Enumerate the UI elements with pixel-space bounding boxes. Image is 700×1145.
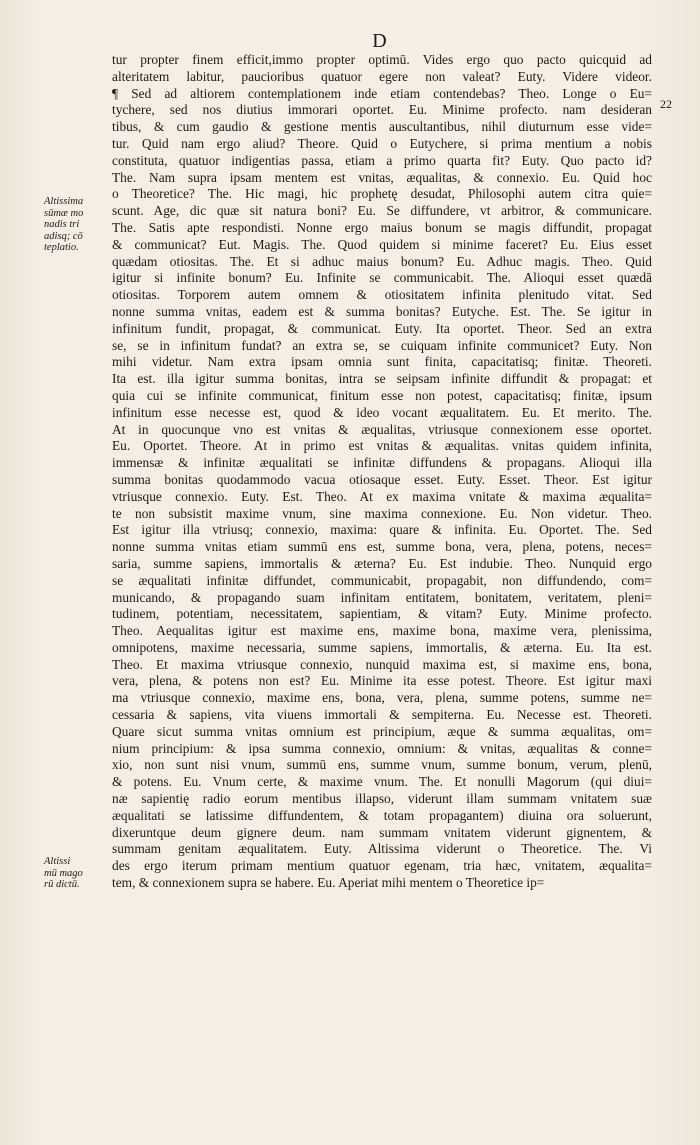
text-line: vtriusque connexio. Euty. Est. Theo. At ex maxima vnitate & maxima æqualita= (112, 488, 652, 504)
marginal-line: teplatio. (44, 242, 79, 253)
text-line: scunt. Age, dic quæ sit natura boni? Eu. Se diffundere, vt arbitror, & communicare. (112, 203, 652, 219)
text-line: cessaria & sapiens, vita viuens immortali & sempiterna. Eu. Necesse est. Theoreti. (112, 707, 652, 723)
text-line: & potens. Eu. Vnum certe, & maxime vnum. The. Et nonulli Magorum (qui diui= (112, 774, 652, 790)
text-line: quædam otiositas. The. Et si adhuc maius bonum? Eu. Adhuc magis. Theo. Quid (112, 253, 652, 269)
text-line: alteritatem labitur, paucioribus quatuor egere non valeat? Euty. Videre videor. (112, 68, 652, 84)
text-line: æqualitati se latissime diffundentem, & totam propagantem) diuina ora soluerunt, (112, 807, 652, 823)
text-line: Eu. Oportet. Theore. At in primo est vnitas & æqualitas. vnitas quidem infinita, (112, 438, 652, 454)
text-line: te non subsistit maxime vnum, sine maxima connexione. Eu. Non videtur. Theo. (112, 505, 652, 521)
text-line: & communicat? Eut. Magis. The. Quod quidem si minime faceret? Eu. Eius esset (112, 236, 652, 252)
text-line: saria, summe sapiens, immortalis & æterna? Eu. Est indubie. Theo. Nunquid ergo (112, 555, 652, 571)
text-line: infinitum esse necesse est, quod & ideo vocant æqualitatem. Eu. Et merito. The. (112, 404, 652, 420)
text-line: tem, & connexionem supra se habere. Eu. Aperiat mihi mentem o Theoretice ip= (112, 875, 545, 891)
main-text-block (112, 52, 652, 892)
marginal-line: rū dictū. (44, 879, 80, 890)
marginal-note-2 (44, 856, 104, 891)
text-line: tur propter finem efficit,immo propter optimū. Vides ergo quo pacto quicquid ad (112, 52, 652, 67)
text-line: des ergo iterum primam mentium quatuor egenam, tria hæc, vnitatem, æqualita= (112, 858, 652, 874)
text-line: summam genitam æqualitatem. Euty. Altissima viderunt o Theoretice. The. Vi (112, 841, 652, 857)
text-line: mihi videtur. Nam extra ipsam omnia sunt finita, capacitatisq; finitæ. Theoreti. (112, 354, 652, 370)
text-line: At in quocunque vno est vnitas & æqualitas, vtriusque connexionem esse oportet. (112, 421, 652, 437)
marginal-number: 22 (660, 97, 672, 111)
text-line: se æqualitati infinitæ diffundet, communicabit, propagabit, non diffundendo, com= (112, 572, 652, 588)
text-line: igitur si infinite bonum? Eu. Infinite se communicabit. The. Alioqui esset quædā (112, 270, 652, 286)
text-line: se, se in infinitum fundat? an extra se, se cuiquam infinite communicet? Euty. Non (112, 337, 652, 353)
marginal-line: Altissi (44, 856, 71, 867)
text-line: tibus, & cum gaudio & gestione mentis auscultantibus, nihil diuturnum esse vide= (112, 119, 652, 135)
text-line: constituta, quatuor indigentias passa, etiam a primo quarta fit? Euty. Quo pacto id? (112, 152, 652, 168)
text-line: immensæ & infinitæ æqualitati se infinitæ diffundens & propagans. Alioqui illa (112, 455, 652, 471)
text-line: Est igitur illa vtriusq; connexio, maxima: quare & infinita. Eu. Oportet. The. Sed (112, 522, 652, 538)
marginal-line: sūmæ mo (44, 207, 84, 219)
text-line: Theo. Et maxima vtriusque connexio, nunquid maxima est, si maxime ens, bona, (112, 656, 652, 672)
marginal-line: mū mago (44, 867, 83, 879)
text-line: tychere, sed nos diutius immorari oportet. Eu. Minime profecto. nam desideran (112, 102, 652, 118)
text-line: municando, & propagando suam infinitam entitatem, bonitatem, veritatem, pleni= (112, 589, 652, 605)
text-line: The. Satis apte respondisti. Nonne ergo maius bonum se magis diffundit, propagat (112, 219, 652, 235)
text-line: nonne summa vnitas, eadem est & summa bonitas? Eutyche. Est. The. Se igitur in (112, 303, 652, 319)
text-line: nium principium: & ipsa summa connexio, omnium: & vnitas, æqualitas & conne= (112, 740, 652, 756)
text-line: ¶ Sed ad altiorem contemplationem inde etiam contendebas? Theo. Longe o Eu= (112, 85, 652, 101)
text-line: vera, plena, & potens non est? Eu. Minime ita esse potest. Theore. Est igitur maxi (112, 673, 652, 689)
text-line: omnipotens, maxime necessaria, summe sapiens, immortalis, & æterna. Eu. Ita est. (112, 639, 652, 655)
text-line: otiositas. Torporem autem omnem & otiositatem infinita plenitudo vitat. Sed (112, 287, 652, 303)
text-line: Theo. Aequalitas igitur est maxime ens, maxime bona, maxime vera, plenissima, (112, 623, 652, 639)
signature-mark: D (372, 30, 388, 52)
text-line: Ita est. illa igitur summa bonitas, intra se seipsam infinite diffundit & propagat: et (112, 371, 652, 387)
text-line: næ sapientię radio eorum mentibus illapso, viderunt illam summam vnitatem suæ (112, 791, 652, 807)
text-line: xio, non sunt nisi vnum, summū ens, summe vnum, summe bonum, verum, plenū, (112, 757, 652, 773)
text-line: Quare sicut summa vnitas omnium est principium, æque & summa æqualitas, om= (112, 723, 652, 739)
marginal-line: Altissima (44, 196, 84, 207)
text-line: nonne summa vnitas etiam summū ens est, summe bona, vera, plena, potens, neces= (112, 539, 652, 555)
text-line: tur. Quid nam ergo aliud? Theore. Quid o Eutychere, si prima mentium a nobis (112, 135, 652, 151)
text-line: summa bonitas quodammodo vacua otiosaque esset. Euty. Esset. Theor. Est igitur (112, 471, 652, 487)
text-line: dixeruntque deum gignere deum. nam summam vnitatem viderunt gignentem, & (112, 824, 652, 840)
text-line: ma vtriusque connexio, maxime ens, bona, vera, plena, summe potens, summe ne= (112, 690, 652, 706)
text-line: o Theoretice? The. Hic magi, hic prophetę desudat, Philosophi autem citra quie= (112, 186, 652, 202)
text-line: The. Nam supra ipsam mentem est vnitas, æqualitas, & connexio. Eu. Quid hoc (112, 169, 652, 185)
text-line: quia cui se infinite communicat, finitum esse non potest, capacitatisq; finitæ, ipsum (112, 387, 652, 403)
marginal-line: adisq; cō (44, 230, 83, 242)
marginal-line: nadis tri (44, 219, 80, 230)
text-line: tudinem, potentiam, necessitatem, sapientiam, & vitam? Euty. Minime profecto. (112, 606, 652, 622)
text-line: infinitum fundit, propagat, & communicat. Euty. Ita oportet. Theor. Sed an extra (112, 320, 652, 336)
marginal-note-1 (44, 196, 114, 254)
